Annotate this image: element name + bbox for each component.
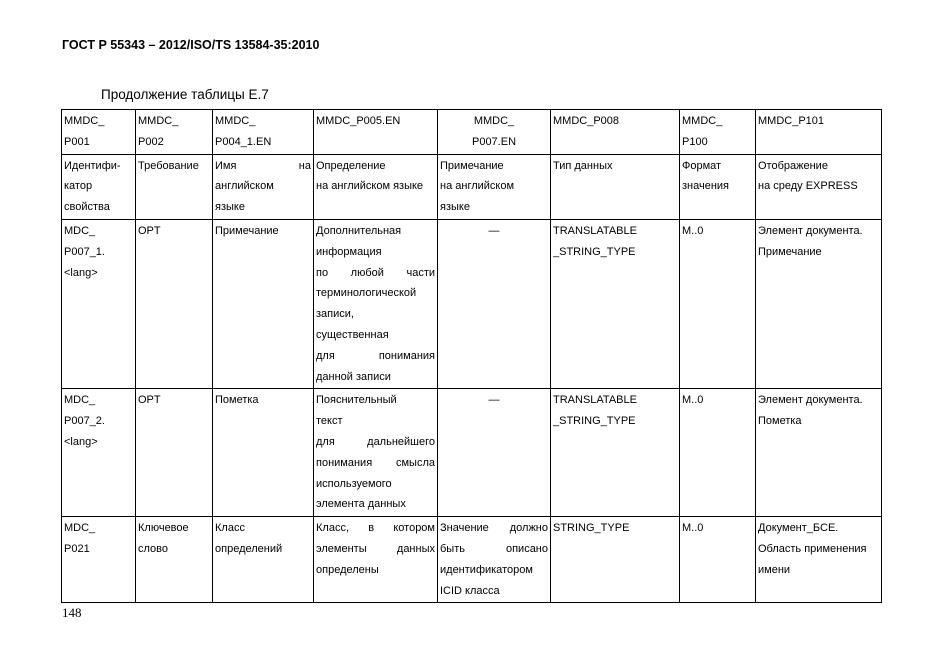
cell-text-line: MMDC_ xyxy=(473,115,515,127)
cell-text-line: Дополнительная xyxy=(316,224,402,237)
cell-text-line: элемента данных xyxy=(316,498,406,511)
table-row xyxy=(62,389,882,517)
specification-table xyxy=(61,109,882,603)
cell-text-line: _STRING_TYPE xyxy=(553,415,636,428)
cell-text-line: P001 xyxy=(64,135,90,148)
cell-text-line: катор xyxy=(64,180,93,193)
code-cell xyxy=(314,110,438,155)
cell-text-line: элементы данных xyxy=(316,542,435,555)
cell-text-line: текст xyxy=(316,415,343,428)
code-cell xyxy=(136,110,213,155)
definition-cell xyxy=(314,219,438,388)
cell-text-line: понимания смысла xyxy=(316,456,435,469)
cell-text-line: Идентифи- xyxy=(64,159,121,172)
cell-text-line: Пояснительный xyxy=(316,394,397,407)
cell-text-line: Пометка xyxy=(758,415,802,428)
cell-text-line: свойства xyxy=(64,201,110,214)
cell-text-line: _STRING_TYPE xyxy=(553,245,636,258)
cell-text-line: для понимания xyxy=(316,349,435,362)
header-cell xyxy=(213,154,314,219)
format-cell xyxy=(680,517,756,603)
cell-text-line: OPT xyxy=(138,224,161,237)
cell-text-line: Ключевое xyxy=(138,522,189,535)
header-cell xyxy=(314,154,438,219)
cell-text-line: Значение должно xyxy=(440,522,548,535)
cell-text-line: записи, xyxy=(316,308,354,321)
code-cell xyxy=(756,110,882,155)
cell-text-line: P007_2. xyxy=(64,415,105,428)
cell-text-line: для дальнейшего xyxy=(316,435,435,448)
cell-text-line: на английском xyxy=(440,180,515,193)
mapping-cell xyxy=(756,219,882,388)
cell-text-line: Элемент документа. xyxy=(758,394,863,407)
cell-text-line: используемого xyxy=(316,477,392,490)
cell-text-line: ICID класса xyxy=(440,584,500,597)
cell-text-line: данной записи xyxy=(316,370,391,383)
cell-text-line: существенная xyxy=(316,328,389,341)
cell-text-line: TRANSLATABLE xyxy=(553,224,637,237)
header-cell xyxy=(756,154,882,219)
table-row xyxy=(62,219,882,388)
header-cell xyxy=(551,154,680,219)
code-cell xyxy=(551,110,680,155)
header-cell xyxy=(680,154,756,219)
table-row xyxy=(62,517,882,603)
mapping-cell xyxy=(756,389,882,517)
name-cell xyxy=(213,219,314,388)
cell-text-line: информация xyxy=(316,245,382,258)
cell-text-line: MMDC_P008 xyxy=(553,115,620,127)
cell-text-line: Пометка xyxy=(215,394,259,407)
cell-text-line: значения xyxy=(682,180,730,193)
cell-text-line: Примечание xyxy=(440,159,504,172)
cell-text-line: Примечание xyxy=(758,245,822,258)
requirement-cell xyxy=(136,219,213,388)
code-row xyxy=(62,110,882,155)
cell-text-line: Имя на xyxy=(215,159,311,172)
cell-text-line: Класс xyxy=(215,522,245,535)
cell-text-line: P007_1. xyxy=(64,245,105,258)
cell-text-line: быть описано xyxy=(440,542,548,555)
cell-text-line: Требование xyxy=(138,159,199,172)
cell-text-line: Тип данных xyxy=(553,159,613,172)
data-type-cell xyxy=(551,219,680,388)
cell-text-line: MDC_ xyxy=(64,522,96,535)
header-cell xyxy=(136,154,213,219)
cell-text-line: <lang> xyxy=(64,435,98,448)
data-type-cell xyxy=(551,389,680,517)
cell-text-line: имени xyxy=(758,563,791,576)
dash-mark: — xyxy=(488,394,500,407)
cell-text-line: на английском языке xyxy=(316,180,424,193)
cell-text-line: P007.EN xyxy=(471,135,517,148)
cell-text-line: Документ_БСЕ. xyxy=(758,522,839,535)
cell-text-line: P004_1.EN xyxy=(215,135,272,148)
cell-text-line: Область применения xyxy=(758,542,867,555)
format-cell xyxy=(680,389,756,517)
page-number: 148 xyxy=(62,605,82,620)
cell-text-line: определены xyxy=(316,563,379,576)
note-cell xyxy=(438,389,551,517)
mapping-cell xyxy=(756,517,882,603)
cell-text-line: MMDC_P005.EN xyxy=(316,115,401,127)
cell-text-line: MMDC_ xyxy=(682,115,723,127)
cell-text-line: терминологической xyxy=(316,287,417,300)
cell-text-line: английском xyxy=(215,180,274,193)
cell-text-line: определений xyxy=(215,542,283,555)
id-cell xyxy=(62,517,136,603)
cell-text-line: M..0 xyxy=(682,522,704,535)
cell-text-line: M..0 xyxy=(682,394,704,407)
cell-text-line: Отображение xyxy=(758,159,828,172)
header-cell xyxy=(62,154,136,219)
cell-text-line: TRANSLATABLE xyxy=(553,394,637,407)
cell-text-line: Формат xyxy=(682,159,722,172)
cell-text-line: MMDC_ xyxy=(215,115,256,127)
requirement-cell xyxy=(136,517,213,603)
code-cell xyxy=(62,110,136,155)
document-header: ГОСТ Р 55343 – 2012/ISO/TS 13584-35:2010 xyxy=(62,38,320,52)
cell-text-line: языке xyxy=(440,201,470,214)
cell-text-line: P002 xyxy=(138,135,164,148)
cell-text-line: Класс, в котором xyxy=(316,522,435,535)
code-cell xyxy=(438,110,551,155)
note-cell xyxy=(438,517,551,603)
cell-text-line: M..0 xyxy=(682,224,704,237)
header-cell xyxy=(438,154,551,219)
cell-text-line: Элемент документа. xyxy=(758,224,863,237)
cell-text-line: <lang> xyxy=(64,266,98,279)
cell-text-line: идентификатором xyxy=(440,563,533,576)
cell-text-line: на среду EXPRESS xyxy=(758,180,858,193)
cell-text-line: MMDC_ xyxy=(138,115,179,127)
note-cell xyxy=(438,219,551,388)
cell-text-line: Примечание xyxy=(215,224,279,237)
id-cell xyxy=(62,389,136,517)
dash-mark: — xyxy=(488,224,500,237)
cell-text-line: MMDC_ xyxy=(64,115,105,127)
cell-text-line: языке xyxy=(215,201,245,214)
definition-cell xyxy=(314,517,438,603)
cell-text-line: OPT xyxy=(138,394,161,407)
code-cell xyxy=(680,110,756,155)
cell-text-line: слово xyxy=(138,542,168,555)
cell-text-line: MDC_ xyxy=(64,224,96,237)
definition-cell xyxy=(314,389,438,517)
table-caption: Продолжение таблицы Е.7 xyxy=(101,87,269,102)
cell-text-line: P100 xyxy=(682,135,708,148)
data-type-cell xyxy=(551,517,680,603)
id-cell xyxy=(62,219,136,388)
requirement-cell xyxy=(136,389,213,517)
cell-text-line: по любой части xyxy=(316,266,435,279)
header-row xyxy=(62,154,882,219)
format-cell xyxy=(680,219,756,388)
code-cell xyxy=(213,110,314,155)
cell-text-line: P021 xyxy=(64,542,90,555)
cell-text-line: STRING_TYPE xyxy=(553,522,630,535)
name-cell xyxy=(213,517,314,603)
cell-text-line: Определение xyxy=(316,159,386,172)
cell-text-line: MDC_ xyxy=(64,394,96,407)
cell-text-line: MMDC_P101 xyxy=(758,115,825,127)
name-cell xyxy=(213,389,314,517)
